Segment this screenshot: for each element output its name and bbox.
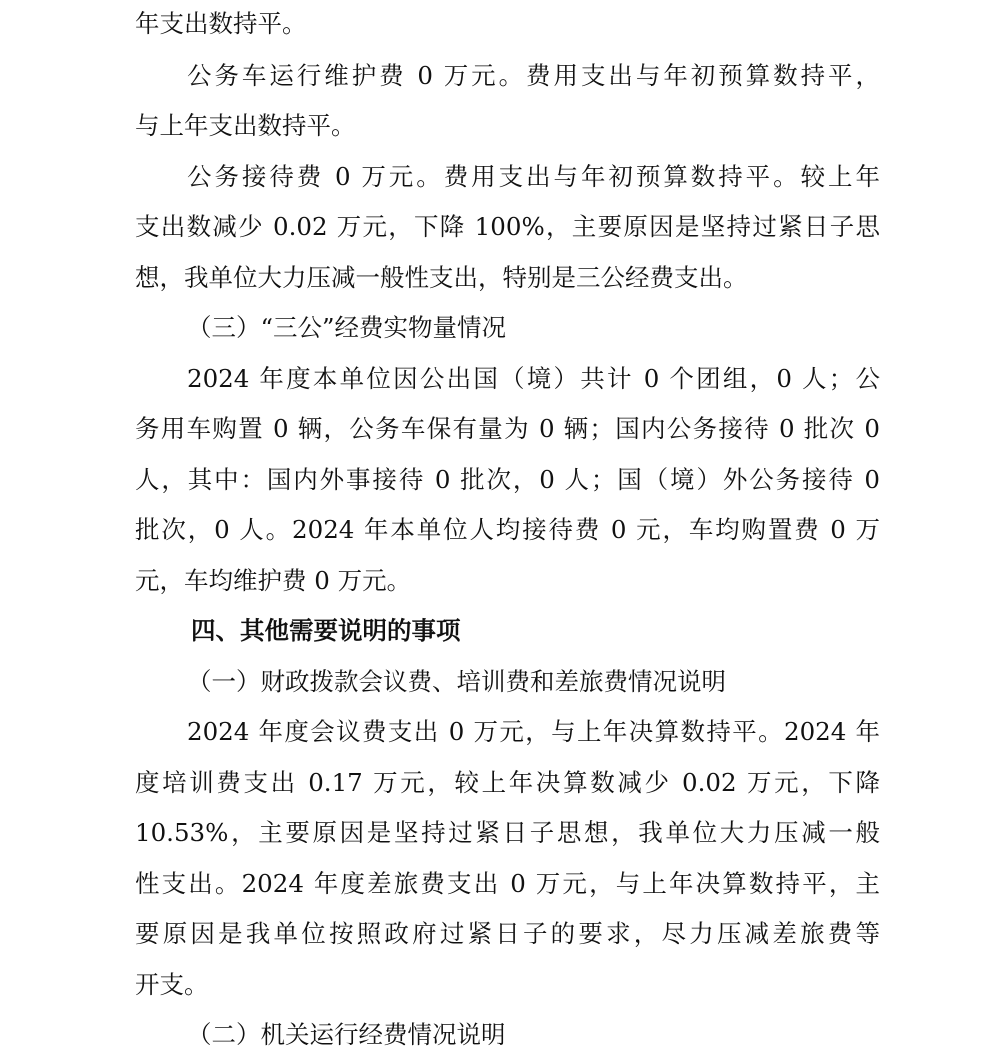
section-heading: （三）“三公”经费实物量情况 (187, 313, 507, 342)
text-line: 10.53%，主要原因是坚持过紧日子思想，我单位大力压减一般 (135, 818, 880, 847)
text-line: 2024 年度本单位因公出国（境）共计 0 个团组，0 人；公 (187, 364, 880, 393)
text-line: 元，车均维护费 0 万元。 (135, 566, 412, 595)
text-line: 开支。 (135, 970, 209, 999)
text-line: 性支出。2024 年度差旅费支出 0 万元，与上年决算数持平，主 (135, 869, 880, 898)
text-line: 公务接待费 0 万元。费用支出与年初预算数持平。较上年 (187, 162, 880, 191)
text-line: 人，其中：国内外事接待 0 批次，0 人；国（境）外公务接待 0 (135, 465, 880, 494)
text-line: 批次，0 人。2024 年本单位人均接待费 0 元，车均购置费 0 万 (135, 515, 880, 544)
text-line: 与上年支出数持平。 (135, 111, 356, 140)
chapter-heading: 四、其他需要说明的事项 (191, 616, 461, 645)
text-line: 要原因是我单位按照政府过紧日子的要求，尽力压减差旅费等 (135, 919, 880, 948)
text-line: 公务车运行维护费 0 万元。费用支出与年初预算数持平， (187, 61, 880, 90)
section-heading: （一）财政拨款会议费、培训费和差旅费情况说明 (187, 667, 726, 696)
text-line: 2024 年度会议费支出 0 万元，与上年决算数持平。2024 年 (187, 717, 880, 746)
section-heading: （二）机关运行经费情况说明 (187, 1020, 506, 1049)
text-line: 度培训费支出 0.17 万元，较上年决算数减少 0.02 万元，下降 (135, 768, 880, 797)
text-line: 支出数减少 0.02 万元，下降 100%，主要原因是坚持过紧日子思 (135, 212, 880, 241)
text-line: 务用车购置 0 辆，公务车保有量为 0 辆；国内公务接待 0 批次 0 (135, 414, 880, 443)
text-line: 年支出数持平。 (135, 9, 307, 38)
text-line: 想，我单位大力压减一般性支出，特别是三公经费支出。 (135, 263, 748, 292)
